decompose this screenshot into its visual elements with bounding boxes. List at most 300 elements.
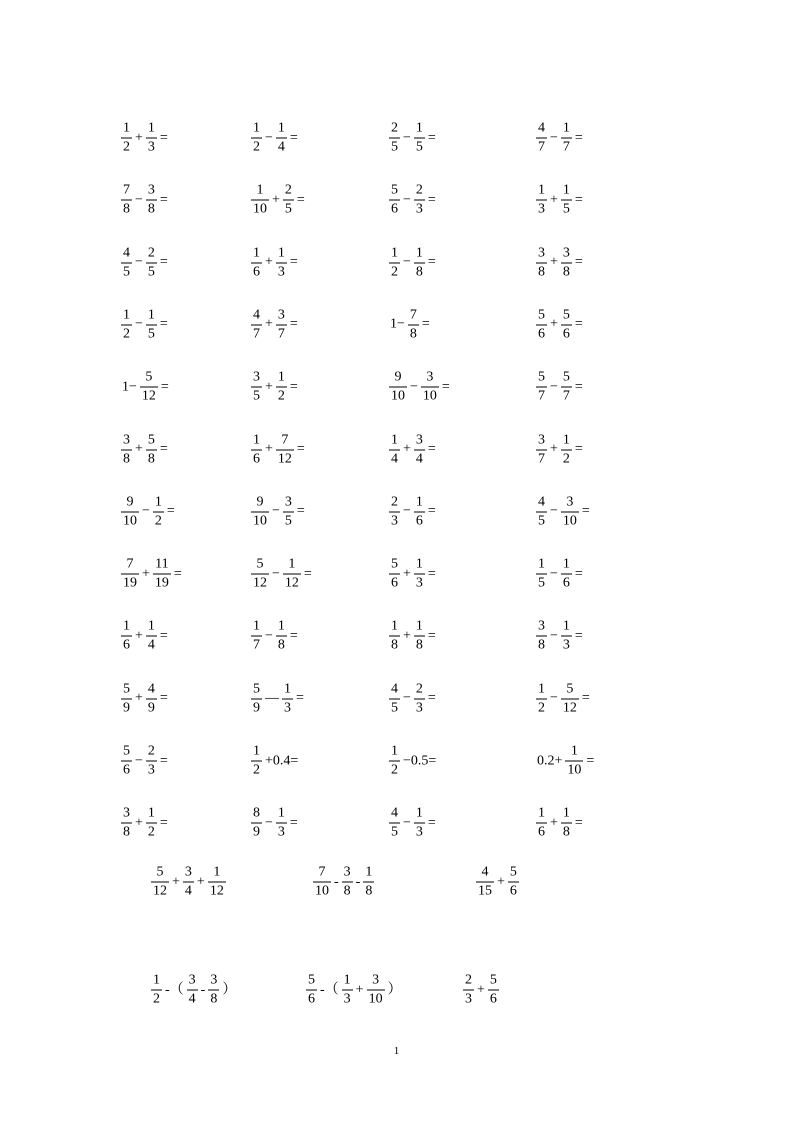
denominator: 6 [538, 326, 545, 342]
denominator: 5 [415, 139, 423, 155]
operator: = [427, 130, 436, 145]
denominator: 5 [284, 513, 292, 529]
operator: = [289, 628, 298, 644]
fraction [151, 974, 162, 1007]
numerator: 4 [538, 120, 545, 136]
numerator: 1 [343, 972, 351, 988]
fraction [151, 866, 169, 899]
fraction [121, 184, 132, 217]
math-expression [535, 308, 585, 341]
numerator: 2 [147, 743, 155, 759]
math-expression [535, 433, 585, 466]
numerator: 1 [391, 245, 398, 261]
numerator: 1 [288, 556, 296, 572]
numerator: 1 [213, 864, 221, 880]
denominator: 19 [123, 575, 137, 591]
fraction [536, 371, 547, 404]
denominator: 10 [123, 513, 137, 529]
fraction [414, 433, 425, 466]
fraction [121, 745, 132, 778]
denominator: 10 [391, 388, 405, 404]
operator: + [550, 815, 558, 831]
numerator: 1 [154, 494, 162, 510]
numerator: 1 [284, 681, 291, 697]
numerator: 1 [123, 307, 130, 323]
numerator: 2 [415, 182, 423, 198]
denominator: 3 [284, 700, 291, 716]
numerator: 5 [256, 556, 264, 572]
operator: − [550, 628, 558, 644]
denominator: 12 [209, 883, 224, 899]
operator: − [265, 815, 273, 831]
math-expression [250, 308, 300, 341]
math-expression [388, 246, 438, 279]
math-expression [150, 866, 227, 899]
operator: = [427, 628, 436, 644]
fraction [276, 246, 287, 279]
fraction [276, 433, 294, 466]
math-expression [250, 184, 307, 217]
fraction [251, 682, 262, 715]
numerator: 3 [562, 245, 570, 261]
numerator: 4 [481, 864, 489, 880]
fraction [140, 371, 158, 404]
math-expression [475, 866, 520, 899]
fraction [389, 371, 407, 404]
numerator: 1 [391, 743, 398, 759]
operator: = [574, 379, 583, 395]
denominator: 3 [415, 201, 423, 217]
operator: + [550, 441, 558, 457]
numerator: 5 [391, 556, 398, 572]
denominator: 5 [562, 201, 570, 217]
operator: − [265, 130, 273, 145]
numerator: 1 [277, 245, 285, 261]
numerator: 5 [123, 681, 130, 697]
denominator: 8 [562, 264, 570, 280]
denominator: 8 [210, 991, 218, 1007]
denominator: 5 [123, 264, 130, 280]
fraction [561, 371, 572, 404]
numerator: 1 [538, 681, 545, 697]
denominator: 4 [147, 637, 155, 653]
operator: − [403, 130, 411, 145]
denominator: 10 [368, 991, 383, 1007]
operator: − [272, 503, 280, 519]
fraction [536, 495, 547, 528]
numerator: 1 [415, 556, 423, 572]
numerator: 1 [562, 805, 570, 821]
denominator: 6 [489, 991, 497, 1007]
operator: = [289, 815, 298, 831]
denominator: 12 [153, 883, 167, 899]
math-expression [250, 682, 306, 715]
math-expression [535, 371, 585, 404]
denominator: 10 [562, 513, 577, 529]
numerator: 5 [147, 432, 155, 447]
math-expression [120, 495, 177, 528]
fraction [414, 807, 425, 840]
numerator: 7 [281, 432, 289, 447]
math-expression [120, 433, 170, 466]
math-expression [535, 745, 596, 778]
denominator: 8 [147, 201, 155, 217]
fraction [146, 122, 157, 155]
math-expression [388, 308, 432, 341]
operator: + [135, 628, 143, 644]
fraction [561, 184, 572, 217]
fraction [561, 807, 572, 840]
numerator: 5 [253, 681, 260, 697]
denominator: 3 [391, 513, 398, 529]
math-expression [120, 620, 170, 653]
operator: + [196, 874, 205, 889]
denominator: 10 [253, 201, 267, 217]
fraction [561, 682, 579, 715]
fraction [183, 866, 194, 899]
fraction [121, 495, 139, 528]
math-expression [120, 682, 170, 715]
numerator: 4 [253, 307, 260, 323]
math-expression [535, 184, 585, 217]
operator: − [550, 566, 558, 582]
operator: = [159, 690, 168, 706]
numerator: 1 [562, 618, 570, 634]
denominator: 2 [391, 264, 398, 280]
fraction [251, 495, 269, 528]
operator: = [289, 254, 298, 270]
fraction [121, 620, 132, 653]
numerator: 2 [147, 245, 155, 261]
fraction [121, 246, 132, 279]
operator: + [355, 982, 364, 997]
denominator: 2 [253, 762, 260, 778]
numerator: 5 [308, 972, 315, 988]
denominator: 8 [123, 201, 130, 217]
math-expression [250, 246, 300, 279]
operator: + [265, 316, 273, 332]
denominator: 10 [567, 762, 582, 778]
numerator: 3 [123, 432, 130, 447]
numerator: 3 [343, 864, 351, 880]
denominator: 6 [391, 575, 398, 591]
fraction [251, 558, 269, 591]
fraction [283, 558, 301, 591]
operator: + [265, 441, 273, 457]
fraction [121, 308, 132, 341]
numerator: 1 [562, 432, 570, 447]
operator: + [403, 628, 411, 644]
numerator: 5 [391, 182, 398, 198]
denominator: 6 [253, 264, 260, 280]
math-expression [250, 371, 300, 404]
denominator: 4 [415, 451, 423, 466]
fraction [283, 495, 294, 528]
denominator: 7 [277, 326, 285, 342]
denominator: 3 [465, 991, 472, 1007]
fraction [146, 246, 157, 279]
numerator: 1 [415, 120, 423, 136]
fraction [565, 745, 583, 778]
numerator: 1 [277, 805, 285, 821]
fraction [251, 184, 269, 217]
numerator: 1 [123, 618, 130, 634]
numerator: 1 [153, 972, 160, 988]
operator: = [574, 192, 583, 208]
fraction [251, 807, 262, 840]
denominator: 2 [253, 139, 260, 155]
operator: 0.2+ [537, 753, 563, 768]
fraction [414, 682, 425, 715]
operator: - [355, 874, 361, 889]
fraction [561, 433, 572, 466]
operator: − [550, 690, 558, 706]
numerator: 8 [253, 805, 260, 821]
operator: = [581, 690, 590, 706]
fraction [536, 246, 547, 279]
math-expression [535, 246, 585, 279]
numerator: 1 [253, 743, 260, 759]
operator: - [200, 982, 206, 997]
fraction [389, 184, 400, 217]
operator: − [550, 503, 558, 519]
operator: = [574, 815, 583, 831]
math-expression [388, 620, 438, 653]
denominator: 7 [538, 139, 545, 155]
numerator: 1 [123, 120, 130, 136]
denominator: 12 [253, 575, 267, 591]
operator: = [296, 690, 304, 706]
numerator: 3 [538, 245, 545, 261]
numerator: 3 [184, 864, 192, 880]
numerator: 3 [277, 307, 285, 323]
denominator: 8 [415, 637, 423, 653]
operator: = [159, 130, 168, 145]
numerator: 4 [147, 681, 155, 697]
fraction [283, 184, 294, 217]
math-expression [535, 807, 585, 840]
math-expression [250, 433, 307, 466]
operator: = [166, 503, 175, 519]
denominator: 7 [562, 388, 570, 404]
math-expression [250, 558, 314, 591]
operator: − [135, 192, 143, 208]
math-expression [535, 122, 585, 155]
math-expression [462, 974, 500, 1007]
denominator: 5 [253, 388, 260, 404]
operator: 1− [390, 316, 405, 332]
numerator: 3 [415, 432, 423, 447]
fraction [414, 246, 425, 279]
math-expression [120, 308, 170, 341]
fraction [561, 495, 579, 528]
fraction [561, 308, 572, 341]
operator: = [574, 316, 583, 332]
operator: + [497, 874, 505, 889]
math-expression [120, 807, 170, 840]
denominator: 6 [123, 637, 130, 653]
numerator: 1 [253, 618, 260, 634]
numerator: 1 [256, 182, 264, 198]
operator: = [296, 503, 305, 519]
operator: − [550, 130, 558, 145]
math-expression [388, 433, 438, 466]
fraction [536, 682, 547, 715]
operator: = [303, 566, 312, 582]
operator: = [586, 753, 595, 768]
numerator: 4 [391, 805, 398, 821]
denominator: 4 [188, 991, 196, 1007]
fraction [389, 682, 400, 715]
numerator: 1 [391, 618, 398, 634]
denominator: 7 [253, 637, 260, 653]
operator: = [427, 192, 436, 208]
denominator: 2 [147, 824, 155, 840]
denominator: 12 [277, 451, 292, 466]
fraction [251, 122, 262, 155]
operator: = [159, 753, 168, 768]
numerator: 1 [147, 618, 155, 634]
denominator: 10 [253, 513, 267, 529]
denominator: 6 [538, 824, 545, 840]
operator: = [574, 254, 583, 270]
operator: − [135, 753, 143, 768]
fraction [367, 974, 385, 1007]
fraction [251, 371, 262, 404]
operator: -（ [165, 982, 184, 997]
denominator: 5 [391, 700, 398, 716]
fraction [389, 495, 400, 528]
operator: = [427, 566, 436, 582]
numerator: 5 [562, 369, 570, 385]
fraction [251, 745, 262, 778]
denominator: 3 [147, 762, 155, 778]
numerator: 3 [147, 182, 155, 198]
math-expression [250, 745, 300, 778]
denominator: 9 [253, 824, 260, 840]
math-expression [120, 246, 170, 279]
fraction [146, 184, 157, 217]
operator: + [135, 130, 143, 145]
fraction [536, 807, 547, 840]
fraction [251, 308, 262, 341]
denominator: 2 [123, 326, 130, 342]
operator: = [173, 566, 182, 582]
operator: + [272, 192, 280, 208]
operator: − [403, 815, 411, 831]
numerator: 1 [391, 432, 398, 447]
math-expression [120, 745, 170, 778]
operator: 1− [122, 379, 137, 395]
math-expression [250, 620, 300, 653]
denominator: 7 [538, 451, 545, 466]
numerator: 5 [538, 307, 545, 323]
denominator: 10 [422, 388, 437, 404]
denominator: 6 [253, 451, 260, 466]
fraction [389, 558, 400, 591]
denominator: 3 [277, 264, 285, 280]
denominator: 19 [154, 575, 169, 591]
fraction [153, 495, 164, 528]
numerator: 1 [415, 618, 423, 634]
math-expression [250, 807, 300, 840]
numerator: 5 [156, 864, 164, 880]
numerator: 5 [123, 743, 130, 759]
operator: = [581, 503, 590, 519]
numerator: 1 [415, 245, 423, 261]
operator: − [410, 379, 418, 395]
math-expression [305, 974, 404, 1007]
numerator: 5 [509, 864, 517, 880]
operator: = [427, 690, 436, 706]
numerator: 1 [570, 743, 578, 759]
denominator: 6 [509, 883, 517, 899]
operator: = [296, 441, 305, 457]
operator: + [135, 690, 143, 706]
operator: = [574, 441, 583, 457]
fraction [414, 122, 425, 155]
numerator: 1 [253, 432, 260, 447]
denominator: 5 [284, 201, 292, 217]
denominator: 8 [277, 637, 285, 653]
fraction [389, 745, 400, 778]
numerator: 5 [489, 972, 497, 988]
operator: ） [387, 982, 402, 997]
operator: = [159, 192, 168, 208]
denominator: 9 [253, 700, 260, 716]
math-expression [388, 558, 438, 591]
fraction [187, 974, 198, 1007]
denominator: 2 [277, 388, 285, 404]
numerator: 1 [147, 805, 155, 821]
operator: = [159, 628, 168, 644]
denominator: 2 [154, 513, 162, 529]
operator: = [427, 441, 436, 457]
fraction [276, 371, 287, 404]
operator: + [172, 874, 180, 889]
denominator: 8 [343, 883, 351, 899]
operator: − [272, 566, 280, 582]
denominator: 2 [123, 139, 130, 155]
operator: + [550, 316, 558, 332]
numerator: 7 [409, 307, 417, 323]
denominator: 9 [147, 700, 155, 716]
fraction [153, 558, 171, 591]
math-expression [120, 184, 170, 217]
numerator: 9 [126, 494, 134, 510]
operator: −0.5= [403, 753, 437, 768]
fraction [536, 184, 547, 217]
fraction [251, 433, 262, 466]
fraction [276, 807, 287, 840]
fraction [414, 184, 425, 217]
operator: = [160, 379, 169, 395]
math-expression [388, 122, 438, 155]
numerator: 2 [415, 681, 423, 697]
math-expression [535, 495, 592, 528]
numerator: 4 [538, 494, 545, 510]
operator: -（ [320, 982, 339, 997]
operator: − [135, 254, 143, 270]
numerator: 1 [538, 556, 545, 572]
denominator: 7 [538, 388, 545, 404]
numerator: 2 [284, 182, 292, 198]
operator: = [289, 379, 298, 395]
numerator: 5 [562, 307, 570, 323]
denominator: 2 [153, 991, 160, 1007]
fraction [536, 620, 547, 653]
page-number: 1 [393, 1045, 400, 1057]
